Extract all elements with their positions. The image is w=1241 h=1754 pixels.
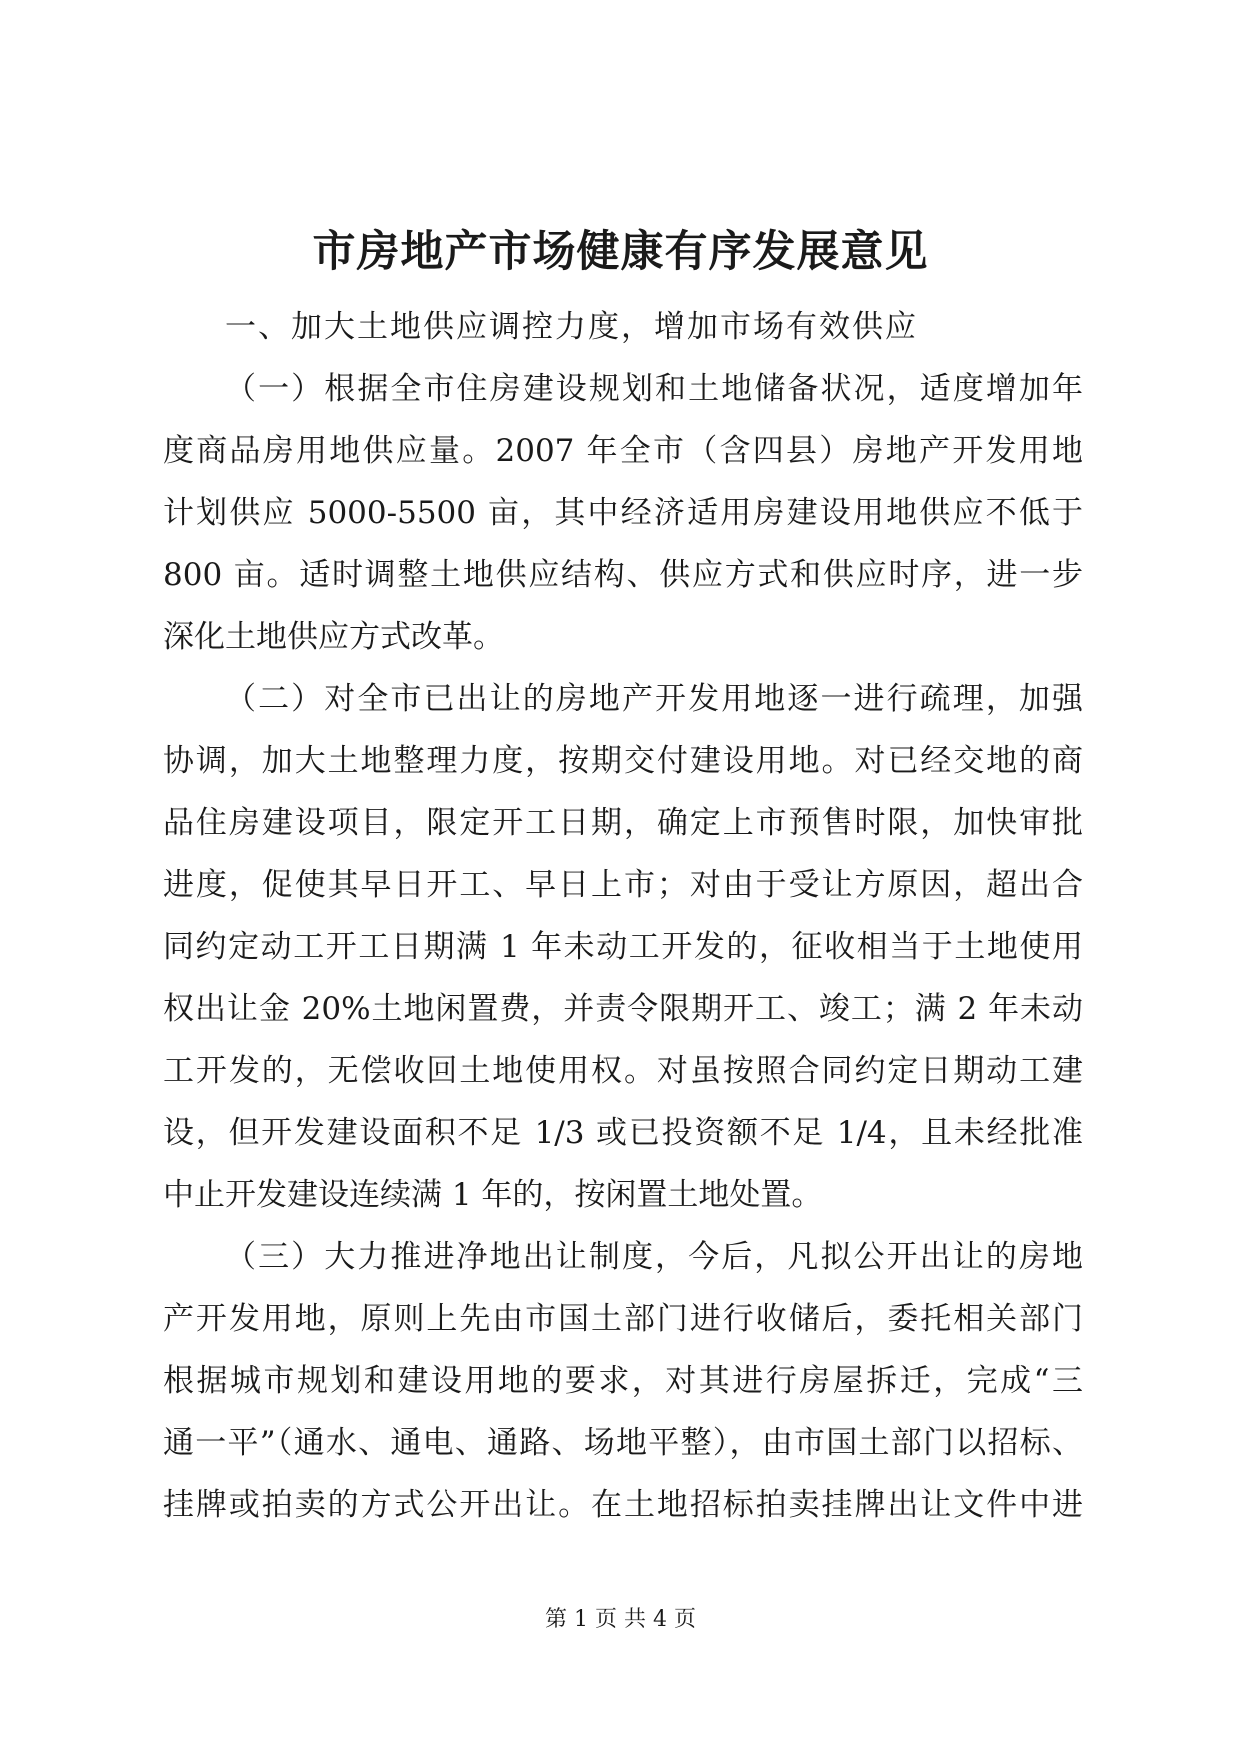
text-line: 同约定动工开工日期满 1 年未动工开发的，征收相当于土地使用 (163, 929, 1083, 965)
text-line: 产开发用地，原则上先由市国土部门进行收储后，委托相关部门 (163, 1301, 1083, 1337)
section-heading: 一、加大土地供应调控力度，增加市场有效供应 (225, 309, 918, 345)
text-line: 挂牌或拍卖的方式公开出让。在土地招标拍卖挂牌出让文件中进 (163, 1487, 1083, 1523)
text-line: 设，但开发建设面积不足 1/3 或已投资额不足 1/4，且未经批准 (163, 1115, 1083, 1151)
text-line: （三）大力推进净地出让制度，今后，凡拟公开出让的房地 (225, 1239, 1083, 1275)
text-line: 度商品房用地供应量。2007 年全市（含四县）房地产开发用地 (163, 433, 1083, 469)
text-line: 中止开发建设连续满 1 年的，按闲置土地处置。 (163, 1177, 823, 1213)
text-line: 权出让金 20%土地闲置费，并责令限期开工、竣工；满 2 年未动 (163, 991, 1083, 1027)
text-line: 根据城市规划和建设用地的要求，对其进行房屋拆迁，完成“三 (163, 1363, 1083, 1399)
text-line: 通一平”（通水、通电、通路、场地平整），由市国土部门以招标、 (163, 1425, 1083, 1461)
text-line: 深化土地供应方式改革。 (163, 619, 504, 655)
text-line: （二）对全市已出让的房地产开发用地逐一进行疏理，加强 (225, 681, 1083, 717)
text-line: 进度，促使其早日开工、早日上市；对由于受让方原因，超出合 (163, 867, 1083, 903)
text-line: 品住房建设项目，限定开工日期，确定上市预售时限，加快审批 (163, 805, 1083, 841)
text-line: 协调，加大土地整理力度，按期交付建设用地。对已经交地的商 (163, 743, 1083, 779)
text-line: 计划供应 5000-5500 亩，其中经济适用房建设用地供应不低于 (163, 495, 1083, 531)
text-line: 工开发的，无偿收回土地使用权。对虽按照合同约定日期动工建 (163, 1053, 1083, 1089)
text-line: 800 亩。适时调整土地供应结构、供应方式和供应时序，进一步 (163, 557, 1083, 593)
document-title: 市房地产市场健康有序发展意见 (312, 227, 929, 277)
document-body (163, 296, 1083, 1536)
page-footer: 第 1 页 共 4 页 (545, 1607, 696, 1632)
text-line: （一）根据全市住房建设规划和土地储备状况，适度增加年 (225, 371, 1083, 407)
